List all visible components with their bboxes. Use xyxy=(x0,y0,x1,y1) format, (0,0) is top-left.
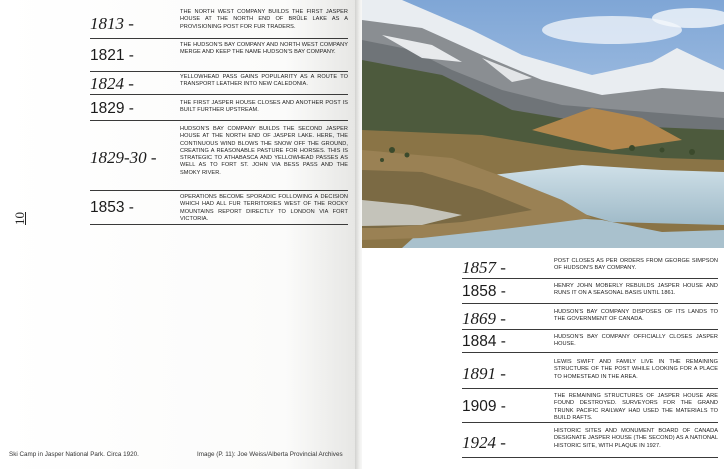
timeline-rule xyxy=(462,329,718,330)
timeline-rule xyxy=(90,38,348,39)
timeline-entry xyxy=(90,126,348,188)
timeline-year: 1924 - xyxy=(462,432,506,452)
timeline-rule xyxy=(462,278,718,279)
timeline-year: 1813 - xyxy=(90,13,134,33)
timeline-description: THE HUDSON'S BAY COMPANY AND NORTH WEST COMPANY MERGE AND KEEP THE NAME HUDSON'S BAY COMPANY. xyxy=(180,42,348,56)
timeline-entry xyxy=(90,9,348,36)
timeline-description: THE FIRST JASPER HOUSE CLOSES AND ANOTHER POST IS BUILT FURTHER UPSTREAM. xyxy=(180,100,348,114)
timeline-rule xyxy=(90,190,348,191)
timeline-description: HENRY JOHN MOBERLY REBUILDS JASPER HOUSE AND RUNS IT ON A SEASONAL BASIS UNTIL 1861. xyxy=(554,283,718,297)
timeline-rule xyxy=(462,303,718,304)
timeline-rule xyxy=(90,71,348,72)
timeline-year: 1909 - xyxy=(462,397,506,415)
timeline-rule xyxy=(462,388,718,389)
timeline-rule xyxy=(462,422,718,423)
photo-caption: Ski Camp in Jasper National Park. Circa 1920. xyxy=(9,451,139,458)
timeline-year: 1891 - xyxy=(462,363,506,383)
timeline-entry xyxy=(462,283,718,301)
timeline-entry xyxy=(90,42,348,69)
timeline-year: 1853 - xyxy=(90,199,134,216)
timeline-entry xyxy=(90,194,348,222)
timeline-entry xyxy=(462,258,718,276)
timeline-description: HUDSON'S BAY COMPANY DISPOSES OF ITS LANDS TO THE GOVERNMENT OF CANADA. xyxy=(554,309,718,323)
timeline-year: 1869 - xyxy=(462,309,506,328)
timeline-rule xyxy=(90,120,348,121)
timeline-year: 1884 - xyxy=(462,333,506,350)
timeline-entry xyxy=(90,100,348,118)
timeline-description: YELLOWHEAD PASS GAINS POPULARITY AS A ROUTE TO TRANSPORT LEATHER INTO NEW CALEDONIA. xyxy=(180,74,348,88)
timeline-entry xyxy=(462,428,718,455)
timeline-description: LEWIS SWIFT AND FAMILY LIVE IN THE REMAINING STRUCTURE OF THE POST WHILE LOOKING FOR A PLACE TO HOMESTEAD IN THE AREA. xyxy=(554,359,718,380)
timeline-description: HUDSON'S BAY COMPANY OFFICIALLY CLOSES JASPER HOUSE. xyxy=(554,334,718,348)
mountain-lake-photo xyxy=(362,0,724,248)
left-page xyxy=(0,0,357,469)
image-credit: Image (P. 11): Joe Weiss/Alberta Provincial Archives xyxy=(197,451,343,458)
timeline-entry xyxy=(462,309,718,327)
page-number: 10 xyxy=(12,212,27,225)
timeline-rule xyxy=(90,94,348,95)
timeline-entry xyxy=(462,393,718,420)
timeline-description: THE REMAINING STRUCTURES OF JASPER HOUSE ARE FOUND DESTROYED. SURVEYORS FOR THE GRAND TRUNK PACIFIC RAILWAY HAD USED THE MATERIALS TO BUILD RAFTS. xyxy=(554,393,718,421)
timeline-year: 1858 - xyxy=(462,283,506,300)
timeline-entry xyxy=(462,359,718,386)
timeline-year: 1857 - xyxy=(462,258,506,277)
timeline-entry xyxy=(90,74,348,92)
timeline-description: OPERATIONS BECOME SPORADIC FOLLOWING A DECISION WHICH HAD ALL FUR TERRITORIES WEST OF THE ROCKY MOUNTAINS REPORT DIRECTLY TO LONDON VIA FORT VICTORIA. xyxy=(180,194,348,222)
timeline-rule xyxy=(462,352,718,353)
landscape-illustration xyxy=(362,0,724,248)
timeline-description: HUDSON'S BAY COMPANY BUILDS THE SECOND JASPER HOUSE AT THE NORTH END OF JASPER LAKE. HERE, THE CONTINUOUS WIND BLOWS THE SNOW OFF THE GROUND, CREATING A REASONABLE PASTURE FOR HORSES. THIS IS STRATEGIC TO ATHABASCA AND YELLOWHEAD PASSES AS WELL AS TO FORT ST. JOHN VIA BESS PASS AND THE SMOKY RIVER. xyxy=(180,126,348,176)
timeline-description: POST CLOSES AS PER ORDERS FROM GEORGE SIMPSON OF HUDSON'S BAY COMPANY. xyxy=(554,258,718,272)
timeline-year: 1821 - xyxy=(90,46,134,64)
timeline-year: 1824 - xyxy=(90,74,134,93)
timeline-rule xyxy=(462,457,718,458)
timeline-rule xyxy=(90,224,348,225)
timeline-description: HISTORIC SITES AND MONUMENT BOARD OF CANADA DESIGNATE JASPER HOUSE (THE SECOND) AS A NATIONAL HISTORIC SITE, WITH PLAQUE IN 1927. xyxy=(554,428,718,449)
timeline-description: THE NORTH WEST COMPANY BUILDS THE FIRST JASPER HOUSE AT THE NORTH END OF BRÛLE LAKE AS A PROVISIONING POST FOR FUR TRADERS. xyxy=(180,9,348,30)
timeline-year: 1829-30 - xyxy=(90,148,157,167)
timeline-year: 1829 - xyxy=(90,100,134,117)
timeline-entry xyxy=(462,334,718,350)
